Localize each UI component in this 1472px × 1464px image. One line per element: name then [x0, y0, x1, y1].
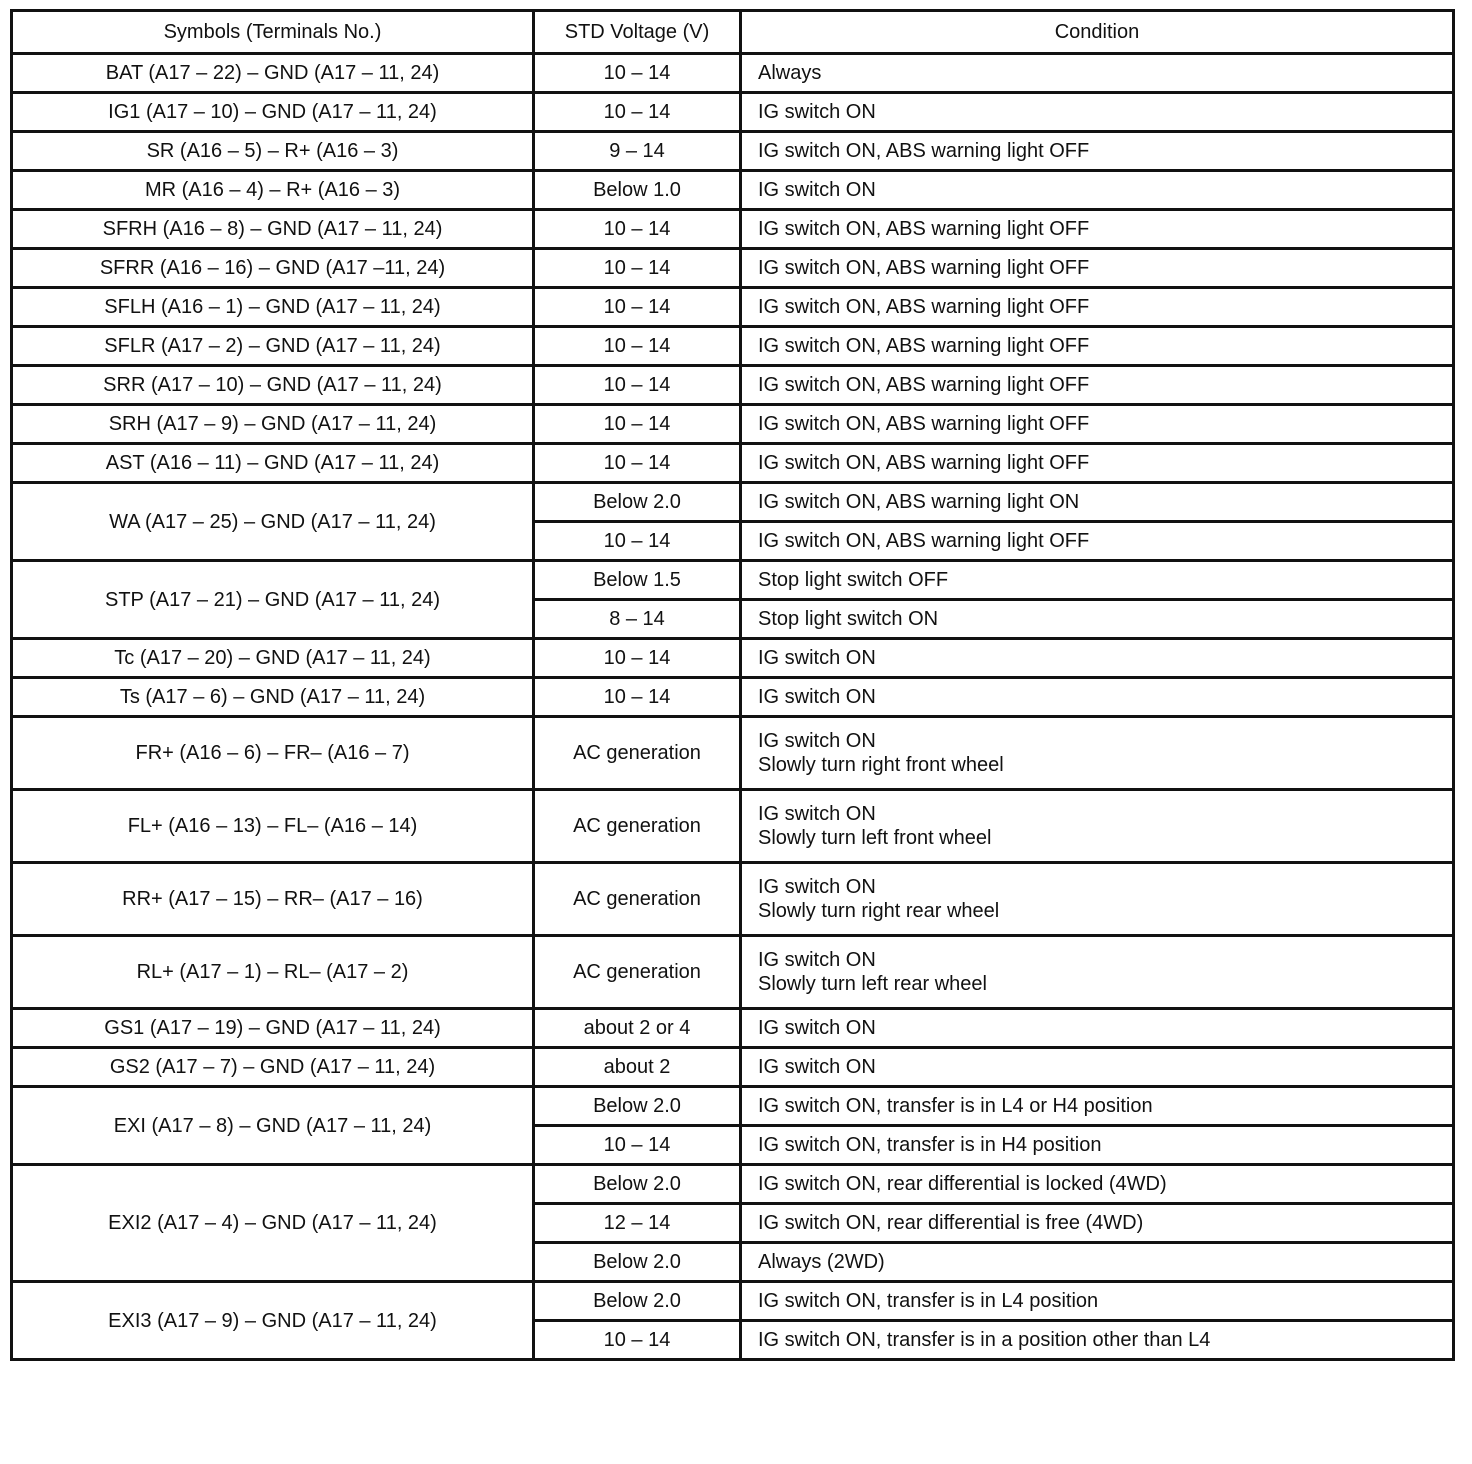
condition-cell: IG switch ON, ABS warning light OFF	[741, 288, 1454, 327]
table-row	[12, 1087, 1454, 1126]
table-row	[12, 132, 1454, 171]
condition-cell: IG switch ON, ABS warning light ON	[741, 483, 1454, 522]
table-row	[12, 639, 1454, 678]
symbol-cell: RR+ (A17 – 15) – RR– (A17 – 16)	[12, 863, 534, 936]
voltage-cell: about 2 or 4	[534, 1009, 741, 1048]
symbol-cell: STP (A17 – 21) – GND (A17 – 11, 24)	[12, 561, 534, 639]
condition-cell: Stop light switch ON	[741, 600, 1454, 639]
voltage-cell: 10 – 14	[534, 1321, 741, 1360]
voltage-cell: 10 – 14	[534, 639, 741, 678]
symbol-cell: SFRR (A16 – 16) – GND (A17 –11, 24)	[12, 249, 534, 288]
voltage-cell: 10 – 14	[534, 1126, 741, 1165]
condition-cell: IG switch ON, ABS warning light OFF	[741, 444, 1454, 483]
table-row	[12, 249, 1454, 288]
voltage-cell: AC generation	[534, 936, 741, 1009]
table-body	[12, 54, 1454, 1360]
condition-cell: IG switch ON	[741, 171, 1454, 210]
voltage-cell: Below 1.0	[534, 171, 741, 210]
condition-line: Slowly turn right front wheel	[758, 754, 1004, 776]
condition-cell: IG switch ON, ABS warning light OFF	[741, 327, 1454, 366]
symbol-cell: IG1 (A17 – 10) – GND (A17 – 11, 24)	[12, 93, 534, 132]
voltage-cell: Below 2.0	[534, 1165, 741, 1204]
table-row	[12, 444, 1454, 483]
symbol-cell: EXI3 (A17 – 9) – GND (A17 – 11, 24)	[12, 1282, 534, 1360]
symbol-cell: FL+ (A16 – 13) – FL– (A16 – 14)	[12, 790, 534, 863]
table-row	[12, 1048, 1454, 1087]
table-row	[12, 717, 1454, 790]
voltage-cell: 10 – 14	[534, 366, 741, 405]
symbol-cell: SRR (A17 – 10) – GND (A17 – 11, 24)	[12, 366, 534, 405]
condition-line: IG switch ON	[758, 949, 876, 971]
table-row	[12, 1282, 1454, 1321]
condition-cell	[741, 863, 1454, 936]
condition-cell: IG switch ON, transfer is in a position other than L4	[741, 1321, 1454, 1360]
condition-line: Slowly turn left front wheel	[758, 827, 992, 849]
voltage-cell: 10 – 14	[534, 678, 741, 717]
symbol-cell: WA (A17 – 25) – GND (A17 – 11, 24)	[12, 483, 534, 561]
header-condition: Condition	[741, 11, 1454, 54]
symbol-cell: MR (A16 – 4) – R+ (A16 – 3)	[12, 171, 534, 210]
terminal-voltage-table	[10, 9, 1455, 1361]
table-row	[12, 171, 1454, 210]
condition-cell	[741, 936, 1454, 1009]
condition-cell: IG switch ON	[741, 1048, 1454, 1087]
condition-cell: Stop light switch OFF	[741, 561, 1454, 600]
symbol-cell: Ts (A17 – 6) – GND (A17 – 11, 24)	[12, 678, 534, 717]
voltage-cell: Below 2.0	[534, 1087, 741, 1126]
voltage-cell: AC generation	[534, 790, 741, 863]
voltage-cell: 8 – 14	[534, 600, 741, 639]
symbol-cell: EXI2 (A17 – 4) – GND (A17 – 11, 24)	[12, 1165, 534, 1282]
table-row	[12, 327, 1454, 366]
condition-cell	[741, 717, 1454, 790]
condition-cell: IG switch ON, ABS warning light OFF	[741, 210, 1454, 249]
condition-cell: IG switch ON, ABS warning light OFF	[741, 522, 1454, 561]
condition-cell	[741, 790, 1454, 863]
symbol-cell: FR+ (A16 – 6) – FR– (A16 – 7)	[12, 717, 534, 790]
table-row	[12, 210, 1454, 249]
voltage-cell: 12 – 14	[534, 1204, 741, 1243]
voltage-cell: 10 – 14	[534, 210, 741, 249]
symbol-cell: SR (A16 – 5) – R+ (A16 – 3)	[12, 132, 534, 171]
voltage-cell: Below 2.0	[534, 1282, 741, 1321]
table-header-row	[12, 11, 1454, 54]
table-row	[12, 93, 1454, 132]
table-row	[12, 678, 1454, 717]
condition-cell: IG switch ON, ABS warning light OFF	[741, 132, 1454, 171]
symbol-cell: AST (A16 – 11) – GND (A17 – 11, 24)	[12, 444, 534, 483]
table-row	[12, 790, 1454, 863]
voltage-cell: Below 1.5	[534, 561, 741, 600]
symbol-cell: SFLH (A16 – 1) – GND (A17 – 11, 24)	[12, 288, 534, 327]
symbol-cell: GS2 (A17 – 7) – GND (A17 – 11, 24)	[12, 1048, 534, 1087]
table-row	[12, 483, 1454, 522]
table-row	[12, 936, 1454, 1009]
voltage-cell: 9 – 14	[534, 132, 741, 171]
condition-cell: IG switch ON	[741, 93, 1454, 132]
condition-line: IG switch ON	[758, 876, 876, 898]
condition-cell: IG switch ON, ABS warning light OFF	[741, 366, 1454, 405]
terminal-voltage-table-wrapper	[10, 9, 1452, 1361]
condition-cell: IG switch ON	[741, 678, 1454, 717]
condition-line: IG switch ON	[758, 730, 876, 752]
condition-line: IG switch ON	[758, 803, 876, 825]
table-row	[12, 288, 1454, 327]
condition-cell: Always (2WD)	[741, 1243, 1454, 1282]
condition-cell: IG switch ON, ABS warning light OFF	[741, 405, 1454, 444]
voltage-cell: AC generation	[534, 863, 741, 936]
condition-line: Slowly turn right rear wheel	[758, 900, 1000, 922]
table-row	[12, 561, 1454, 600]
voltage-cell: Below 2.0	[534, 1243, 741, 1282]
condition-line: Slowly turn left rear wheel	[758, 973, 987, 995]
table-row	[12, 405, 1454, 444]
condition-cell: IG switch ON, transfer is in H4 position	[741, 1126, 1454, 1165]
condition-cell: IG switch ON, transfer is in L4 or H4 position	[741, 1087, 1454, 1126]
header-std-voltage: STD Voltage (V)	[534, 11, 741, 54]
voltage-cell: 10 – 14	[534, 288, 741, 327]
table-row	[12, 366, 1454, 405]
voltage-cell: 10 – 14	[534, 405, 741, 444]
condition-cell: IG switch ON, rear differential is locked (4WD)	[741, 1165, 1454, 1204]
condition-cell: IG switch ON, ABS warning light OFF	[741, 249, 1454, 288]
symbol-cell: SRH (A17 – 9) – GND (A17 – 11, 24)	[12, 405, 534, 444]
table-row	[12, 54, 1454, 93]
condition-cell: IG switch ON, rear differential is free (4WD)	[741, 1204, 1454, 1243]
symbol-cell: SFRH (A16 – 8) – GND (A17 – 11, 24)	[12, 210, 534, 249]
table-row	[12, 1165, 1454, 1204]
symbol-cell: SFLR (A17 – 2) – GND (A17 – 11, 24)	[12, 327, 534, 366]
table-row	[12, 863, 1454, 936]
header-symbols: Symbols (Terminals No.)	[12, 11, 534, 54]
voltage-cell: 10 – 14	[534, 327, 741, 366]
condition-cell: IG switch ON	[741, 639, 1454, 678]
symbol-cell: GS1 (A17 – 19) – GND (A17 – 11, 24)	[12, 1009, 534, 1048]
condition-cell: IG switch ON, transfer is in L4 position	[741, 1282, 1454, 1321]
condition-cell: IG switch ON	[741, 1009, 1454, 1048]
voltage-cell: Below 2.0	[534, 483, 741, 522]
voltage-cell: 10 – 14	[534, 249, 741, 288]
voltage-cell: 10 – 14	[534, 93, 741, 132]
symbol-cell: EXI (A17 – 8) – GND (A17 – 11, 24)	[12, 1087, 534, 1165]
condition-cell: Always	[741, 54, 1454, 93]
symbol-cell: RL+ (A17 – 1) – RL– (A17 – 2)	[12, 936, 534, 1009]
voltage-cell: about 2	[534, 1048, 741, 1087]
voltage-cell: AC generation	[534, 717, 741, 790]
voltage-cell: 10 – 14	[534, 522, 741, 561]
voltage-cell: 10 – 14	[534, 444, 741, 483]
table-row	[12, 1009, 1454, 1048]
symbol-cell: Tc (A17 – 20) – GND (A17 – 11, 24)	[12, 639, 534, 678]
voltage-cell: 10 – 14	[534, 54, 741, 93]
symbol-cell: BAT (A17 – 22) – GND (A17 – 11, 24)	[12, 54, 534, 93]
